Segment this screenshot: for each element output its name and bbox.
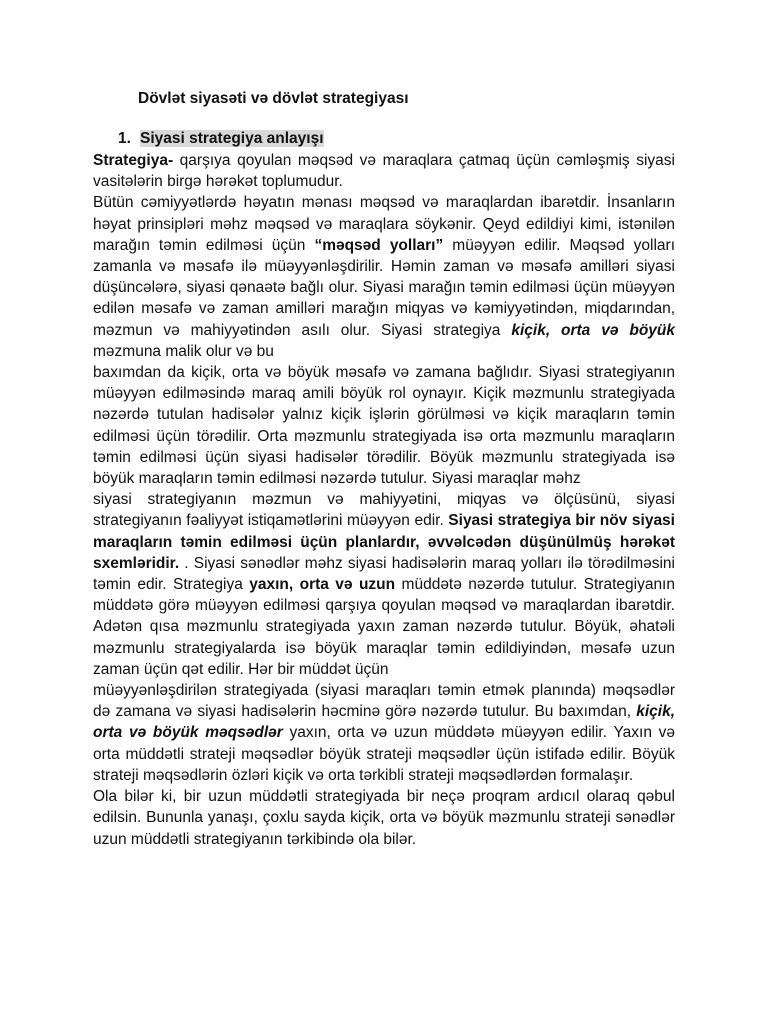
document-title: Dövlət siyasəti və dövlət strategiyası — [138, 90, 409, 107]
paragraph-5-bold-italic-1: kiçik, orta və böyük məqsədlər — [93, 703, 675, 742]
paragraph-4-text-1: siyasi strategiyanın məzmun və mahiyyətini, miqyas və ölçüsünü, siyasi strategiyanın fəaliyyət istiqamətlərini müəyyən edir. — [93, 491, 675, 530]
section-heading-text: Siyasi strategiya anlayışı — [140, 130, 324, 147]
paragraph-2 — [93, 192, 675, 362]
paragraph-2-text-2: müəyyən edilir. Məqsəd yolları zamanla və məsafə ilə müəyyənləşdirilir. Həmin zaman və məsafə amilləri siyasi düşüncələrə, siyasi qənaətə bağlı olur. Siyasi marağın təmin edilməsi üçün müəyyən edilən məsafə və zaman amilləri marağın miqyas və kəmiyyətindən, miqdarından, məzmun və mahiyyətindən asılı olur. Siyasi strategiya — [93, 236, 675, 339]
paragraph-4-bold-1: Siyasi strategiya bir növ siyasi maraqların təmin edilməsi üçün planlardır, əvvəlcədən düşünülmüş hərəkət sxemləridir. — [93, 512, 675, 572]
paragraph-4 — [93, 489, 675, 680]
paragraph-6: Ola bilər ki, bir uzun müddətli strategiyada bir neçə proqram ardıcıl olaraq qəbul edilsin. Bununla yanaşı, çoxlu sayda kiçik, orta və böyük məzmunlu strateji sənədlər uzun müddətli strategiyanın tərkibində ola bilər. — [93, 788, 675, 848]
section-heading — [118, 128, 675, 150]
paragraph-3: baxımdan da kiçik, orta və böyük məsafə və zamana bağlıdır. Siyasi strategiyanın müəyyən edilməsində maraq amili böyük rol oynayır. Kiçik məzmunlu strategiyada nəzərdə tutulan hadisələr yalnız kiçik işlərin görülməsi və kiçik maraqların təmin edilməsi üçün törədilir. Orta məzmunlu strategiyada isə orta məzmunlu maraqların təmin edilməsi üçün siyasi hadisələr törədilir. Böyük məzmunlu strategiyada isə böyük maraqların təmin edilməsi nəzərdə tutulur. Siyasi maraqlar məhz — [93, 364, 675, 488]
paragraph-4-bold-2: yaxın, orta və uzun — [249, 576, 396, 594]
paragraph-2-text-3: məzmuna malik olur və bu — [93, 342, 274, 360]
section-number: 1. — [118, 130, 131, 147]
paragraph-4-text-2: . Siyasi sənədlər məhz siyasi hadisələrin maraq yolları ilə törədilməsini təmin edir. Strategiya — [93, 554, 675, 594]
paragraph-4-text-3: müddətə nəzərdə tutulur. Strategiyanın müddətə görə müəyyən edilməsi qarşıya qoyulan məqsəd və maraqlardan ibarətdir. Adətən qısa məzmunlu strategiyada yaxın zaman nəzərdə tutulur. Böyük, əhatəli məzmunlu strategiyalarda isə böyük maraqlar təmin edildiyindən, məsafə uzun zaman üçün qət edilir. Hər bir müddət üçün — [93, 576, 675, 678]
paragraph-5-text-1: müəyyənləşdirilən strategiyada (siyasi maraqları təmin etmək planında) məqsədlər də zamana və siyasi hadisələrin həcminə görə nəzərdə tutulur. Bu baxımdan, — [93, 682, 675, 721]
paragraph-5 — [93, 680, 675, 786]
paragraph-2-bold-1: “məqsəd yolları” — [314, 236, 444, 254]
paragraph-definition — [93, 150, 675, 192]
paragraph-2-text-1: Bütün cəmiyyətlərdə həyatın mənası məqsəd və maraqlardan ibarətdir. İnsanların həyat prinsipləri məhz məqsəd və maraqlara söykənir. Qeyd edildiyi kimi, istənilən marağın təmin edilməsi üçün — [93, 194, 675, 254]
term-strategiya: Strategiya- — [93, 152, 174, 169]
paragraph-2-bold-italic-1: kiçik, orta və böyük — [511, 321, 675, 339]
definition-text: qarşıya qoyulan məqsəd və maraqlara çatmaq üçün cəmləşmiş siyasi vasitələrin birgə hərəkət toplumudur. — [93, 152, 675, 191]
paragraph-5-text-2: yaxın, orta və uzun müddətə müəyyən edilir. Yaxın və orta müddətli strateji məqsədlər böyük strateji məqsədlər üçün istifadə edilir. Böyük strateji məqsədlərin özləri kiçik və orta tərkibli strateji məqsədlərdən formalaşır. — [93, 724, 676, 784]
